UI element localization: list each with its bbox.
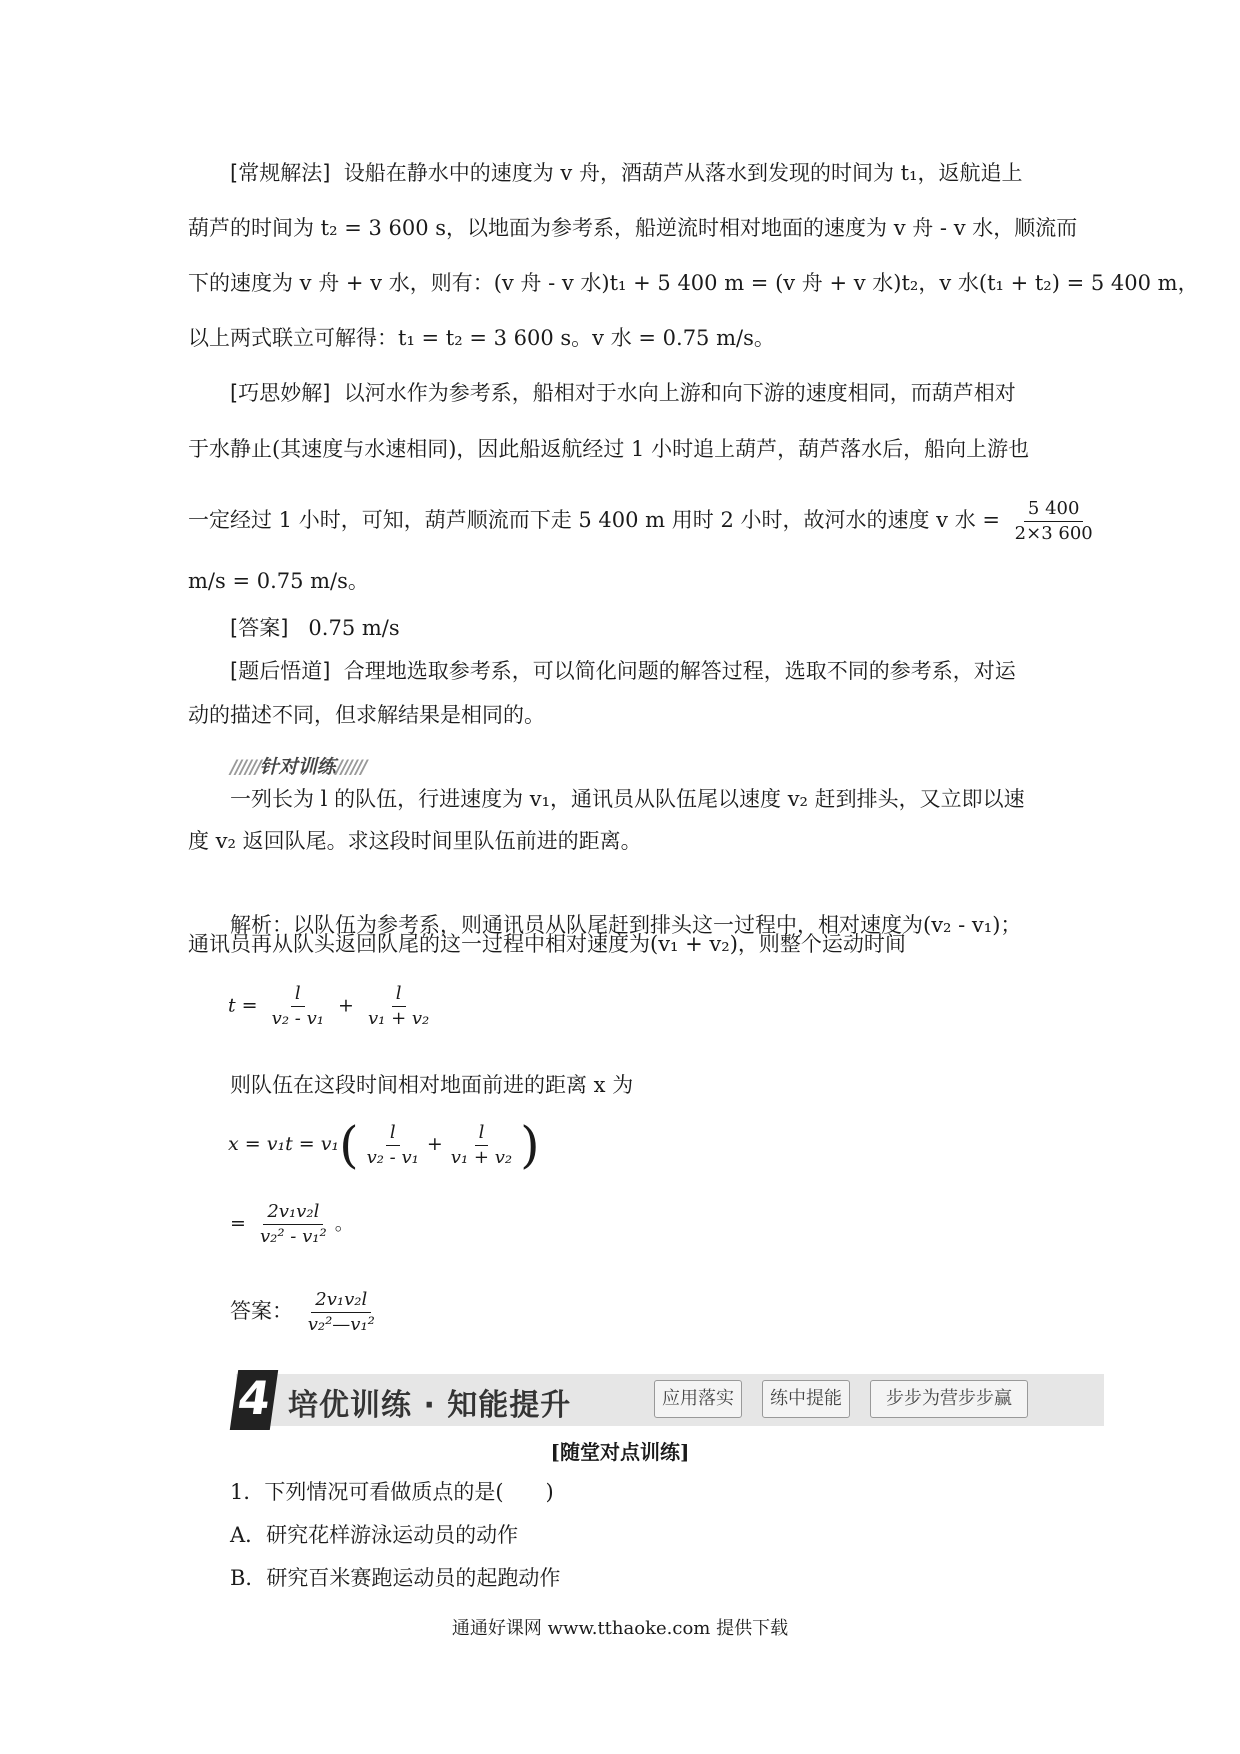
method2-text-3: 一定经过 1 小时，可知，葫芦顺流而下走 5 400 m 用时 2 小时，故河水的速度 v 水 = xyxy=(188,508,1000,532)
time-f1-den: v₂ - v₁ xyxy=(271,1008,324,1029)
reflection-text-1: 合理地选取参考系，可以简化问题的解答过程，选取不同的参考系，对运 xyxy=(343,659,1016,683)
time-f1-num: l xyxy=(291,982,305,1007)
fraction-denominator: 2×3 600 xyxy=(1014,523,1093,544)
result-num: 2v₁v₂l xyxy=(263,1200,323,1225)
result-equation xyxy=(230,1200,354,1249)
reflection-line1 xyxy=(230,656,1096,686)
drill-option-b: B．研究百米赛跑运动员的起跑动作 xyxy=(230,1566,561,1590)
section-number: 4 xyxy=(230,1370,278,1430)
time-equation xyxy=(228,982,437,1031)
solution-line3: 则队伍在这段时间相对地面前进的距离 x 为 xyxy=(230,1073,634,1097)
time-f2-num: l xyxy=(392,982,406,1007)
practice-answer-label: 答案： xyxy=(230,1299,293,1323)
fraction-numerator: 5 400 xyxy=(1024,497,1084,522)
result-period: 。 xyxy=(334,1212,354,1235)
method2-label: [巧思妙解] xyxy=(230,381,331,405)
drill-title: [随堂对点训练] xyxy=(550,1440,690,1464)
method1-label: [常规解法] xyxy=(230,161,331,185)
method1-line1 xyxy=(230,158,1096,188)
practice-answer-num: 2v₁v₂l xyxy=(311,1288,371,1313)
method2-line3 xyxy=(188,497,1093,546)
section-button-1[interactable]: 应用落实 xyxy=(654,1380,742,1418)
drill-option-a: A．研究花样游泳运动员的动作 xyxy=(230,1523,519,1547)
distance-equation xyxy=(228,1116,540,1174)
answer-label: [答案] xyxy=(230,616,289,640)
practice-heading-text: 针对训练 xyxy=(259,756,336,778)
distance-f1-den: v₂ - v₁ xyxy=(366,1146,419,1168)
practice-answer-fraction xyxy=(304,1288,379,1337)
solution-line1: 解析：以队伍为参考系，则通讯员从队尾赶到排头这一过程中，相对速度为(v₂ - v₁)； xyxy=(230,913,1022,937)
distance-plus: + xyxy=(426,1133,443,1155)
page-footer: 通通好课网 www.tthaoke.com 提供下载 xyxy=(451,1618,789,1639)
left-paren: ( xyxy=(339,1116,359,1174)
answer-line xyxy=(230,613,1096,643)
distance-fraction-1 xyxy=(363,1121,423,1170)
solution-line2: 通讯员再从队头返回队尾的这一过程中相对速度为(v₁ + v₂)，则整个运动时间 xyxy=(188,932,906,956)
distance-fraction-2 xyxy=(447,1121,516,1170)
reflection-line2: 动的描述不同，但求解结果是相同的。 xyxy=(188,703,545,727)
practice-answer-den: v₂²—v₁² xyxy=(307,1314,375,1335)
practice-answer xyxy=(230,1288,630,1337)
method1-line4: 以上两式联立可解得：t₁ = t₂ = 3 600 s。v 水 = 0.75 m/s。 xyxy=(188,326,775,350)
method1-line3: 下的速度为 v 舟 + v 水，则有：(v 舟 - v 水)t₁ + 5 400 m = (v 舟 + v 水)t₂，v 水(t₁ + t₂) = 5 400 m， xyxy=(188,271,1199,295)
method2-line1 xyxy=(230,378,1096,408)
practice-question-line1: 一列长为 l 的队伍，行进速度为 v₁，通讯员从队伍尾以速度 v₂ 赶到排头，又立即以速 xyxy=(230,787,1025,811)
practice-heading xyxy=(230,752,365,779)
result-equals: = xyxy=(230,1212,246,1235)
section-banner xyxy=(234,1371,1104,1426)
method1-text-1: 设船在静水中的速度为 v 舟，酒葫芦从落水到发现的时间为 t₁，返航追上 xyxy=(343,161,1023,185)
reflection-label: [题后悟道] xyxy=(230,659,331,683)
time-fraction-2 xyxy=(364,982,433,1031)
section-button-2[interactable]: 练中提能 xyxy=(762,1380,850,1418)
result-den: v₂² - v₁² xyxy=(259,1226,327,1247)
time-lhs: t = xyxy=(228,994,258,1017)
distance-f2-den: v₁ + v₂ xyxy=(450,1146,513,1168)
right-paren: ) xyxy=(520,1116,540,1174)
heading-dash-left: ////// xyxy=(230,756,260,778)
method2-text-1: 以河水作为参考系，船相对于水向上游和向下游的速度相同，而葫芦相对 xyxy=(343,381,1016,405)
section-title: 培优训练 · 知能提升 xyxy=(288,1388,572,1423)
section-button-3[interactable]: 步步为营步步赢 xyxy=(870,1380,1028,1418)
distance-f1-num: l xyxy=(386,1121,400,1146)
method2-line2: 于水静止(其速度与水速相同)，因此船返航经过 1 小时追上葫芦，葫芦落水后，船向上游也 xyxy=(188,437,1030,461)
distance-f2-num: l xyxy=(475,1121,489,1146)
distance-lhs: x = v₁t = v₁ xyxy=(228,1133,340,1155)
plus-sign: + xyxy=(338,994,354,1017)
drill-question: 1．下列情况可看做质点的是( ) xyxy=(230,1480,554,1504)
practice-question-line2: 度 v₂ 返回队尾。求这段时间里队伍前进的距离。 xyxy=(188,829,642,853)
answer-value: 0.75 m/s xyxy=(308,616,400,640)
method2-line4: m/s = 0.75 m/s。 xyxy=(188,569,369,593)
method1-line2: 葫芦的时间为 t₂ = 3 600 s，以地面为参考系，船逆流时相对地面的速度为 v 舟 - v 水，顺流而 xyxy=(188,216,1078,240)
heading-dash-right: ////// xyxy=(335,756,366,778)
velocity-fraction xyxy=(1011,497,1097,546)
result-fraction xyxy=(256,1200,331,1249)
time-f2-den: v₁ + v₂ xyxy=(367,1008,430,1029)
time-fraction-1 xyxy=(268,982,328,1031)
